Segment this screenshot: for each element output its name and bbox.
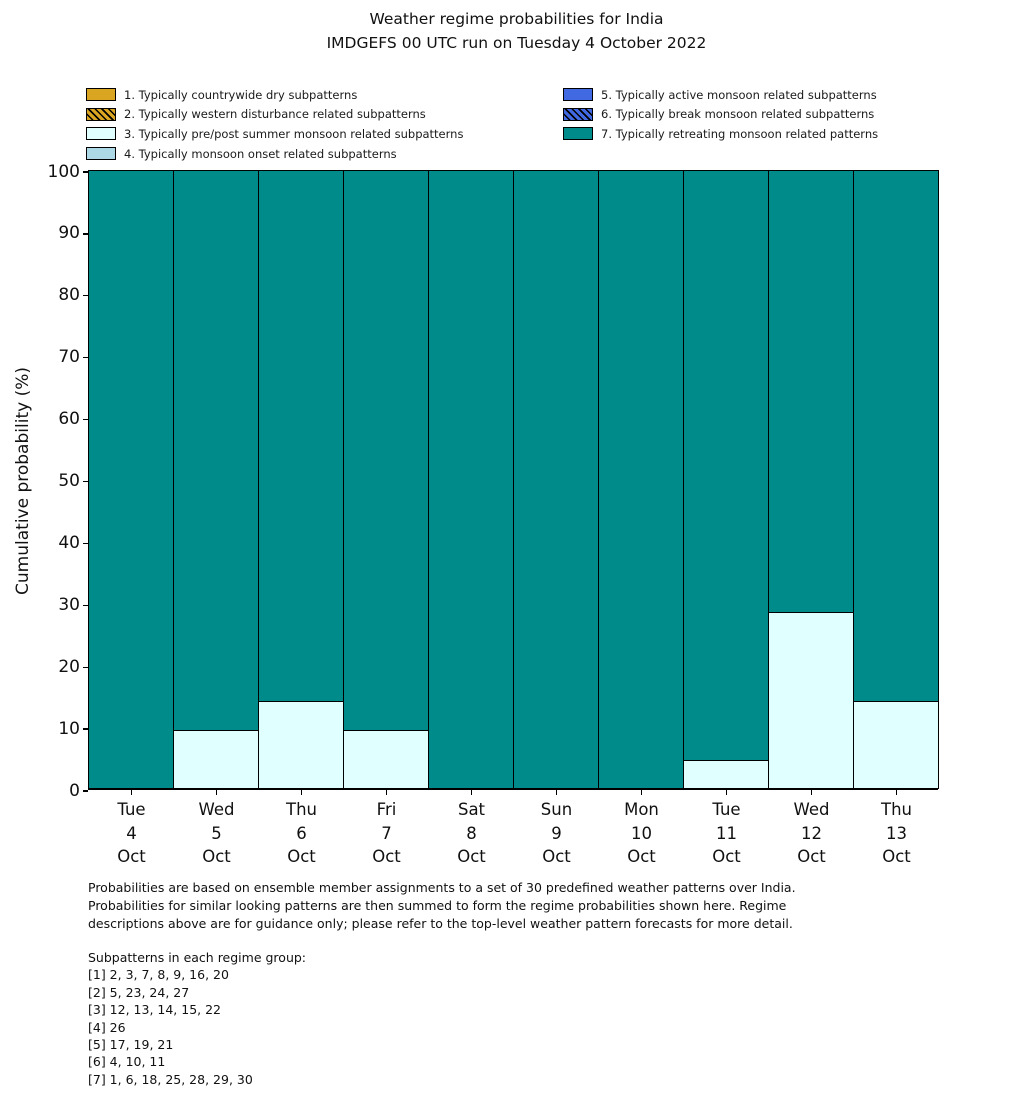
- x-tick-label-day: Wed: [793, 800, 830, 819]
- legend-item-label: 5. Typically active monsoon related subpatterns: [601, 87, 877, 102]
- x-tick-mark: [131, 790, 132, 795]
- bar-segment-regime-3-pre-post-summer-monsoon: [768, 612, 854, 789]
- y-tick-mark: [83, 667, 88, 668]
- subpattern-line: [6] 4, 10, 11: [88, 1054, 166, 1070]
- x-tick-label: [599, 798, 684, 869]
- x-tick-label-date: 4: [126, 823, 137, 843]
- x-tick-label: [344, 798, 429, 869]
- y-tick-mark: [83, 233, 88, 234]
- x-tick-label-month: Oct: [287, 847, 316, 866]
- subpattern-line: [3] 12, 13, 14, 15, 22: [88, 1002, 221, 1018]
- x-tick-label-month: Oct: [457, 847, 486, 866]
- y-tick-label: 90: [58, 223, 80, 244]
- y-tick-mark: [83, 481, 88, 482]
- legend-swatch-icon: [86, 147, 116, 160]
- x-tick-label: [684, 798, 769, 869]
- legend-column-left: [86, 85, 463, 163]
- legend-item: [563, 105, 878, 125]
- bar-segment-regime-7-retreating-monsoon: [88, 170, 174, 789]
- y-tick-mark: [83, 419, 88, 420]
- y-tick-label: 40: [58, 532, 80, 553]
- x-tick-mark: [726, 790, 727, 795]
- y-tick-mark: [83, 357, 88, 358]
- legend-item: [563, 124, 878, 144]
- bar-segment-regime-7-retreating-monsoon: [683, 170, 769, 760]
- x-tick-label-date: 11: [716, 823, 737, 843]
- y-axis-label: Cumulative probability (%): [13, 366, 33, 595]
- subpattern-line: [1] 2, 3, 7, 8, 9, 16, 20: [88, 967, 229, 983]
- bar-segment-regime-7-retreating-monsoon: [258, 170, 344, 702]
- bar-segment-regime-7-retreating-monsoon: [768, 170, 854, 613]
- legend-item-label: 6. Typically break monsoon related subpatterns: [601, 107, 875, 122]
- subpattern-line: [4] 26: [88, 1019, 126, 1035]
- x-tick-label-day: Tue: [712, 800, 741, 819]
- bar-segment-regime-7-retreating-monsoon: [343, 170, 429, 731]
- y-tick-label: 80: [58, 285, 80, 306]
- x-tick-mark: [556, 790, 557, 795]
- x-tick-label-date: 8: [466, 823, 477, 843]
- x-tick-label-day: Sat: [457, 800, 486, 819]
- x-tick-label-day: Sun: [540, 800, 573, 819]
- legend-item: [86, 105, 463, 125]
- legend-item-label: 2. Typically western disturbance related subpatterns: [124, 107, 426, 122]
- footnote-line: Probabilities for similar looking patterns are then summed to form the regime probabilities shown here. Regime: [88, 898, 787, 914]
- x-tick-label-date: 6: [296, 823, 307, 843]
- y-tick-label: 0: [69, 780, 80, 801]
- y-tick-label: 20: [58, 656, 80, 677]
- x-tick-mark: [386, 790, 387, 795]
- bar-segment-regime-7-retreating-monsoon: [513, 170, 599, 789]
- y-tick-mark: [83, 171, 88, 172]
- x-tick-label-day: Mon: [624, 800, 659, 819]
- footnote-line: descriptions above are for guidance only; please refer to the top-level weather pattern forecasts for more detail.: [88, 916, 793, 932]
- x-tick-label-date: 9: [551, 823, 562, 843]
- x-tick-label-date: 12: [801, 823, 822, 843]
- bar-segment-regime-7-retreating-monsoon: [173, 170, 259, 731]
- x-tick-mark: [216, 790, 217, 795]
- x-tick-label: [854, 798, 939, 869]
- footnote-paragraph: [88, 879, 796, 934]
- subpattern-line: [5] 17, 19, 21: [88, 1037, 174, 1053]
- x-tick-label-day: Thu: [286, 800, 317, 819]
- x-tick-label: [429, 798, 514, 869]
- x-tick-label-day: Thu: [881, 800, 912, 819]
- x-tick-label-month: Oct: [202, 847, 231, 866]
- legend-swatch-icon: [563, 127, 593, 140]
- x-tick-label-month: Oct: [117, 847, 146, 866]
- bar-segment-regime-3-pre-post-summer-monsoon: [343, 730, 429, 789]
- x-tick-label-month: Oct: [542, 847, 571, 866]
- x-tick-label-month: Oct: [372, 847, 401, 866]
- y-tick-label: 60: [58, 409, 80, 430]
- subpattern-line: [2] 5, 23, 24, 27: [88, 984, 190, 1000]
- legend-item-label: 7. Typically retreating monsoon related patterns: [601, 126, 879, 141]
- x-tick-mark: [896, 790, 897, 795]
- x-tick-label-day: Fri: [376, 800, 397, 819]
- x-tick-label-month: Oct: [627, 847, 656, 866]
- chart-title-line2: IMDGEFS 00 UTC run on Tuesday 4 October 2022: [326, 34, 707, 52]
- chart-title-block: [0, 7, 1033, 55]
- bar-segment-regime-7-retreating-monsoon: [853, 170, 939, 702]
- x-tick-label-month: Oct: [797, 847, 826, 866]
- y-tick-mark: [83, 790, 88, 791]
- legend-item: [86, 85, 463, 105]
- x-tick-label-month: Oct: [712, 847, 741, 866]
- legend-item: [563, 85, 878, 105]
- y-tick-mark: [83, 605, 88, 606]
- y-tick-label: 50: [58, 471, 80, 491]
- legend-item: [86, 124, 463, 144]
- y-tick-label: 10: [58, 718, 80, 739]
- subpattern-line: [7] 1, 6, 18, 25, 28, 29, 30: [88, 1071, 253, 1087]
- x-tick-label-date: 5: [211, 823, 222, 843]
- x-tick-label: [769, 798, 854, 869]
- legend-swatch-icon: [86, 88, 116, 101]
- x-tick-label: [259, 798, 344, 869]
- legend-swatch-icon: [86, 127, 116, 140]
- subpatterns-heading: Subpatterns in each regime group:: [88, 950, 307, 965]
- x-tick-mark: [811, 790, 812, 795]
- y-tick-label: 100: [47, 161, 80, 182]
- x-tick-label-date: 10: [631, 823, 652, 843]
- x-tick-label-date: 7: [381, 823, 392, 843]
- legend-swatch-icon: [86, 108, 116, 121]
- footnote-line: Probabilities are based on ensemble member assignments to a set of 30 predefined weather patterns over India.: [88, 880, 796, 895]
- legend-item-label: 3. Typically pre/post summer monsoon related subpatterns: [124, 126, 464, 141]
- chart-title-line1: Weather regime probabilities for India: [369, 10, 664, 28]
- x-tick-label: [514, 798, 599, 869]
- legend-item-label: 4. Typically monsoon onset related subpatterns: [124, 146, 397, 161]
- bar-segment-regime-7-retreating-monsoon: [598, 170, 684, 789]
- x-tick-mark: [471, 790, 472, 795]
- x-tick-label-month: Oct: [882, 847, 911, 866]
- bar-segment-regime-3-pre-post-summer-monsoon: [853, 700, 939, 789]
- y-tick-mark: [83, 728, 88, 729]
- bar-segment-regime-3-pre-post-summer-monsoon: [683, 759, 769, 789]
- legend-item-label: 1. Typically countrywide dry subpatterns: [124, 87, 358, 102]
- x-tick-label-date: 13: [886, 823, 907, 843]
- x-tick-mark: [301, 790, 302, 795]
- y-tick-label: 70: [58, 347, 80, 368]
- legend-swatch-icon: [563, 88, 593, 101]
- legend-swatch-icon: [563, 108, 593, 121]
- y-tick-label: 30: [58, 594, 80, 615]
- legend-item: [86, 144, 463, 164]
- x-tick-label-day: Tue: [117, 800, 146, 819]
- legend-column-right: [563, 85, 878, 144]
- plot-area: [13, 161, 938, 866]
- x-tick-label: [174, 798, 259, 869]
- bar-segment-regime-3-pre-post-summer-monsoon: [258, 700, 344, 789]
- bar-segment-regime-7-retreating-monsoon: [428, 170, 514, 789]
- y-tick-mark: [83, 295, 88, 296]
- x-tick-label-day: Wed: [198, 800, 235, 819]
- subpatterns-list: [88, 949, 306, 1088]
- y-tick-mark: [83, 543, 88, 544]
- bar-segment-regime-3-pre-post-summer-monsoon: [173, 730, 259, 789]
- x-tick-label: [89, 798, 174, 869]
- x-tick-mark: [641, 790, 642, 795]
